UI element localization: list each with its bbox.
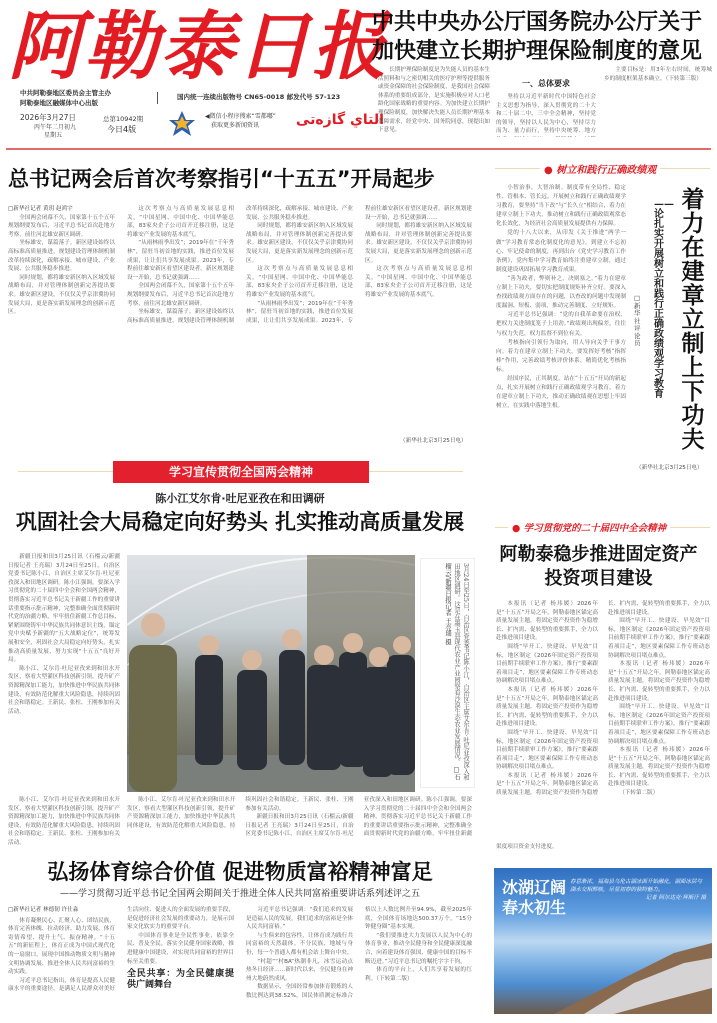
paragraph: 陈小江、艾尔肯·吐尼亚孜来到和田水开发区，察看大型灌区科技创新引领，提升矿产资源精深加工能力，加快推进中华民族共同体建设，有效防范化解重大风险隐患，持续巩固社会和谐稳定。王新民、张柱、王刚参加有关活动。: [127, 797, 354, 829]
paragraph: 同时规划，都将雄安新区纳入区域发展战略布局，并对管理体制创新完善提出要求。雄安新区建设，不仅仅关乎京津冀协同发展大局，更是落实新发展理念的创新示范区。: [246, 223, 353, 264]
paragraph: 新疆日报和田3月25日讯（石榴云/新疆日报记者 王亮瑞）3月24日至25日，自治区党委书记陈小江，自治区主席艾尔肯·吐尼亚孜深入和田地区调研。陈小江强调，要深入学习贯彻党的二十届四中全会和全国两会精神，贯彻落实习近平总书记关于新疆工作的重要讲话重要指示批示精神，完整准确全面贯彻新时代党的治疆方略，牢牢扭住新疆工作总目标，紧紧围绕铸牢中华民族共同体意识主线，锚定党中央赋予新疆的“五大战略定位”，统筹发展和安全，巩固社会大局稳定向好势头，扎实推动高质量发展，努力实现“十五五”良好开局。: [8, 554, 120, 664]
story3-headline[interactable]: [480, 543, 717, 591]
feature-title-line: 春水初生: [502, 898, 567, 917]
paragraph: 围绕“早开工、快建设、早见效”目标，地区制定《2026年固定资产投资项目前期手续联审工作方案》，推行“要素跟着项目走”，地区要素保障工作专班动态协调解决项目堵点难点。: [608, 618, 710, 659]
paragraph: 体育凝聚民心、汇聚人心、团结民族，体育完善体魄、拉动经济、助力发展，体育寄情希望、提升士气、振奋精神。“十五五”的新征程上，体育正成为中国式现代化的一扇窗口，展现中国推动物质文明与精神文明协调发展、推进全体人民共同富裕的生动实践。: [8, 917, 115, 976]
paragraph: 习近平总书记强调：“我们追求的发展是造福人民的发展，我们追求的富裕是全体人民共同富裕。”: [246, 907, 353, 931]
divider: [157, 92, 158, 104]
paragraph: 全国两会闭幕不久，国家第十五个五年规划纲要发布后，习近平总书记首次赴地方考察，前往河北雄安新区调研。: [127, 283, 234, 307]
paragraph: 坚持以习近平新时代中国特色社会主义思想为指导，深入贯彻党的二十大和二十届二中、三中全会精神，坚持党的领导，坚持以人民为中心，坚持尽力而为、量力而行，坚持中央统筹、地方: [496, 94, 596, 135]
caption-text: 3月24日至25日，自治区党委书记陈小江，自治区主席艾尔肯·吐尼亚孜深入和田地区调研。这是在墨玉县现代农业产业园察看沙漠生态农业发展情况。: [453, 563, 469, 781]
lead-headline-line: 加快建立长期护理保险制度的意见: [372, 38, 703, 64]
lunar-date: 丙午年二月初九: [34, 124, 77, 131]
paragraph: 陈小江、艾尔肯·吐尼亚孜来到和田水开发区，察看大型灌区科技创新引领，提升矿产资源精深加工能力，加快推进中华民族共同体建设，有效防范化解重大风险隐患，持续巩固社会和谐稳定。王新民、张柱、王刚参加有关活动。: [8, 797, 120, 846]
paragraph: 坐标雄安，谋篇落子。新区建设始终以高标准高质量推进，规划建设管理体制机制改革持续深化，疏解承接、城市建设、产业发展、公共服务稳步推进。: [127, 206, 353, 324]
bullet-icon: ●: [512, 523, 524, 534]
publisher-info: [20, 88, 111, 108]
paragraph: 同时规划，都将雄安新区纳入区域发展战略布局，并对管理体制创新完善提出要求。雄安新区建设，不仅仅关乎京津冀协同发展大局，更是落实新发展理念的创新示范区。: [8, 274, 115, 316]
paragraph: “从雨林雨季出发”；2019年在“千年秀林”，留驻当初首地的实践，推进首位发展成果，让让们共享发展成果。2023年，专程前往雄安新区看望区建设者。新区规划建设一开始，总书记就强调……: [246, 206, 472, 324]
photo-credit: 记者 阿尔达克·拜斯汗 摄: [645, 895, 706, 901]
paragraph: 陈小江、艾尔肯·吐尼亚孜来到和田水开发区，察看大型灌区科技创新引领，提升矿产资源精深加工能力，加快推进中华民族共同体建设，有效防范化解重大风险隐患，持续巩固社会和谐稳定。王新民、张柱、王刚参加有关活动。: [8, 665, 120, 715]
paragraph: 围绕“早开工、快建设、早见效”目标，地区制定《2026年固定资产投资项目前期手续联审工作方案》，推行“要素跟着项目走”，地区要素保障工作专班动态协调解决项目堵点难点。: [496, 643, 598, 685]
paragraph: 这次考察点与高质量发展息息相关，“中国星网、中国中化、中国华能总部，83家央企子公司首开迁移注册，这是将雄安产业发展的基本底气。: [127, 206, 234, 238]
paragraph: 同时规划，都将雄安新区纳入区域发展战略布局，并对管理体制创新完善提出要求。雄安新区建设，不仅仅关乎京津冀协同发展大局，更是落实新发展理念的创新示范区。: [365, 223, 472, 264]
lead-body-col3: [604, 66, 712, 138]
story3-section-label: ● 学习贯彻党的二十届四中全会精神: [508, 520, 670, 534]
paragraph: 这次考察点与高质量发展息息相关，“中国星网、中国中化、中国华能总部，83家央企子公司首开迁移注册，这是将雄安产业发展的基本底气。: [365, 266, 472, 298]
masthead-rule: [6, 148, 711, 150]
feature-title-line: 冰湖辽阔: [502, 878, 567, 897]
feature-photo[interactable]: [494, 868, 712, 1014]
story4-subhead: 全民共享：为全民健康提供广阔舞台: [127, 969, 234, 991]
story2-body-cont: [127, 796, 472, 846]
photo-credit: □石榴云/新疆日报记者 王亮瑞 摄: [444, 563, 460, 780]
paragraph: 中国体育事业是全民性事业，依靠全民、普及全民。落实全民健身国家战略，推进健康中国建设，对实现共同富裕的世界目标至关重要。: [127, 932, 234, 965]
commentary-body: [496, 184, 626, 459]
story4-subheadline: ——学习贯彻习近平总书记全国两会期间关于推进全体人民共同富裕重要讲话系列述评之五: [59, 889, 420, 899]
greenhouse-scene: [127, 555, 415, 792]
story1-body: [8, 205, 472, 431]
lead-body-col1: [378, 66, 490, 138]
paragraph: 本报讯（记者 杨玮媛）2026年是“十五五”开局之年，阿勒泰地区锚定高质量发展主题，将固定资产投资作为稳增长、扩内需、促转型的重要抓手，全力以赴推进项目建设。: [496, 601, 598, 642]
paragraph: 考核指向引领行为取向，用人导向关乎干事方向。着力在建章立制上下功夫，要发挥好考核“指挥棒”作用，完善政绩考核评价体系，精简优化考核指标。: [496, 339, 626, 373]
paragraph: 党的十八大以来，从印发《关于推进“两学一做”学习教育常态化制度化的意见》，到建立不忘初心、牢记使命的制度，再到出台《党史学习教育工作条例》，党内集中学习教育始终注重建章立制，通过制度建设巩固拓展学习教育成果。: [496, 230, 626, 273]
feature-photo-caption: [570, 878, 706, 902]
story2-body-col1b: [8, 796, 120, 846]
commentary-headline[interactable]: 着力在建章立制上下功夫: [681, 187, 705, 453]
publisher-line: 阿勒泰地区融媒体中心出版: [20, 99, 98, 107]
paragraph: 本报讯（记者 杨玮媛）2026年是“十五五”开局之年，阿勒泰地区锚定高质量发展主题，将固定资产投资作为稳增长、扩内需、促转型的重要抓手，全力以赴推进项目建设。: [608, 747, 710, 788]
paragraph: “村超”“村BA”热潮非凡，冰雪运动点热冬日经济……新时代以来，全民健身在神州大地蔚然成风。: [246, 958, 353, 982]
paragraph: “善为政者，弊则补之，决则塞之。”着力在建章立制上下功夫，要切实把制度规矩补齐立好。要深入查找政绩观方面存在的问题，以查改的问题中发现制度漏洞、短板、弱项，推动完善制度、立好规矩。: [496, 275, 626, 310]
caption-text: 春意渐浓，福海县乌伦古湖冰面开始融化，湖面冰层与湖水交相辉映，尽显初春的独特魅力。: [570, 879, 703, 893]
paragraph: “我们要推进大力发展以人民为中心的体育事业，推动全民健身和全民健康深度融合，向着建设体育强国、健康中国的目标不断迈进。”习近平总书记的嘱托字字千钧。: [365, 932, 472, 965]
paragraph: 这次考察点与高质量发展息息相关，“中国星网、中国中化、中国华能总部，83家央企子公司首开迁移注册，这是将雄安产业发展的基本底气。: [246, 266, 353, 298]
issue-date: 2026年3月27日: [20, 113, 76, 122]
wechat-promo-line: 获取更多新闻资讯: [211, 122, 260, 129]
kazakh-logo: التاي گازەتى: [296, 112, 384, 128]
paragraph: 本报讯（记者 杨玮媛）2026年是“十五五”开局之年，阿勒泰地区锚定高质量发展主题，将固定资产投资作为稳增长、扩内需、促转型的重要抓手，全力以赴推进项目建设。: [608, 661, 710, 702]
lead-headline[interactable]: [372, 8, 702, 66]
paragraph: “从雨林雨季出发”；2019年在“千年秀林”，留驻当初首地的实践，推进首位发展成果，让让们共享发展成果。2023年，专程前往雄安新区看望区建设者。新区规划建设一开始，总书记就强调……: [127, 240, 234, 281]
bullet-icon: ●: [544, 165, 557, 176]
story3-body: [496, 600, 710, 838]
story2-kicker: 陈小江艾尔肯·吐尼亚孜在和田调研: [155, 492, 325, 505]
byline: □新华社记者 黄玥 赵鸿宇: [8, 206, 73, 212]
issue-number: 总第10942期: [103, 115, 144, 123]
paragraph: 坐标雄安，谋篇落子。新区建设始终以高标准高质量推进，规划建设管理体制机制改革持续深化，疏解承接、城市建设、产业发展、公共服务稳步推进。: [8, 240, 115, 273]
paragraph: 新疆日报和田3月25日讯（石榴云/新疆日报记者 王亮瑞）3月24日至25日，自治区党委书记陈小江，自治区主席艾尔肯·吐尼亚孜深入和田地区调研。陈小江强调，要深入学习贯彻党的二十届四中全会和全国两会精神，贯彻落实习近平总书记关于新疆工作的重要讲话重要指示批示精神，完整准确全面贯彻新时代党的治疆方略，牢牢扭住新疆: [245, 797, 472, 838]
lead-body-col2: [496, 68, 596, 137]
story3-end-note: 渠度项目资金支付进度。: [496, 844, 558, 850]
lead-section-heading: 一、总体要求: [522, 79, 570, 88]
cn-number: 国内统一连续出版物号 CN65-0018 邮发代号 57-123: [177, 93, 341, 101]
paragraph: 习近平总书记强调：“党的自我革命要在治权、把权力关进制度笼子上用劲。”政绩观出现偏差，往往与权力失范，权力监督不到位有关。: [496, 312, 626, 337]
paragraph: 主要目标是：用3年左右时间，统筹城乡的制度框架基本确立。（下转第三版）: [604, 67, 712, 82]
commentary-byline-vertical: □新华社评论员: [634, 294, 641, 347]
commentary-dateline: （新华社北京3月25日电）: [636, 465, 703, 471]
paragraph: （下转第二版）: [619, 790, 659, 797]
weekday: 星期五: [44, 132, 63, 139]
story2-banner: 学习宣传贯彻全国两会精神: [113, 461, 369, 483]
story2-photo[interactable]: [127, 555, 415, 792]
page-count: 今日4版: [107, 125, 137, 134]
paragraph: 小智治事，大智治制。制度带有全局性、稳定性、管根本、管长远。开展树立和践行正确政绩观学习教育，要坚持“当下改”与“长久立”相结合，着力在建章立制上下功夫，推动树立和践行正确政绩观常态化长效化，为经济社会高质量发展提供有力保障。: [496, 185, 626, 228]
story1-dateline: （新华社北京3月25日电）: [400, 438, 467, 444]
publisher-line: 中共阿勒泰地区委员会主管主办: [20, 89, 111, 97]
wechat-promo[interactable]: [205, 112, 276, 130]
paragraph: 习近平总书记指出，体育是提高人民健康水平的重要途径，是满足人民群众对美好生活向往、促进人的全面发展的重要手段，是促进经济社会发展的重要动力，是展示国家文化软实力的重要平台。: [8, 907, 234, 993]
paragraph: 与生俱来的包容性，让体育成为践行共同富裕的天然载体。不分民族、地域与身份，每一个普通人都有机会站上舞台中央。: [246, 932, 353, 956]
byline: □新华社记者 林德韧 许仕淼: [8, 907, 79, 913]
media-center-logo-icon: [168, 110, 196, 138]
paragraph: 数据显示，全国经常参加体育锻炼的人数比例达到38.52%，国民体质测定标准合格以上人数比例升至94.9%，截至2025年底，全国体育场地达500.37万个，“15分钟健身圈”基本实现。: [246, 907, 472, 999]
paragraph: 经国序民，正其制度。站在“十五五”开局的新起点，扎实开展树立和践行正确政绩观学习教育，着力在建章立制上下功夫，推动正确政绩观在思想上牢固树立，在实践中落地生根。: [496, 375, 626, 410]
story3-headline-line: 阿勒泰稳步推进固定资产: [499, 544, 698, 565]
paragraph: 本报讯（记者 杨玮媛）2026年是“十五五”开局之年，阿勒泰地区锚定高质量发展主题，将固定资产投资作为稳增长、扩内需、促转型的重要抓手，全力以赴推进项目建设。: [496, 601, 710, 797]
story4-body: [8, 906, 472, 1022]
commentary-subheadline: ——论扎实开展树立和践行正确政绩观学习教育: [654, 199, 674, 400]
paragraph: 体育的平台上，人们共享着发展的红利。（下转第二版）: [365, 967, 472, 982]
newspaper-logo: 阿勒泰日报: [8, 4, 388, 90]
wechat-promo-line: ◀微信小程序搜索“雪都嘟”: [205, 113, 276, 120]
feature-photo-title: [502, 878, 566, 918]
paragraph: 围绕“早开工、快建设、早见效”目标，地区制定《2026年固定资产投资项目前期手续联审工作方案》，推行“要素跟着项目走”，地区要素保障工作专班动态协调解决项目堵点难点。: [608, 704, 710, 745]
lead-headline-line: 中共中央办公厅国务院办公厅关于: [372, 9, 703, 35]
story2-photo-caption: [420, 558, 475, 788]
story1-headline[interactable]: 总书记两会后首次考察指引“十五五”开局起步: [8, 167, 435, 191]
paragraph: 本报讯（记者 杨玮媛）2026年是“十五五”开局之年，阿勒泰地区锚定高质量发展主题，将固定资产投资作为稳增长、扩内需、促转型的重要抓手，全力以赴推进项目建设。: [496, 686, 598, 728]
story2-body-col1: [8, 553, 120, 793]
story4-headline[interactable]: 弘扬体育综合价值 促进物质富裕精神富足: [47, 860, 433, 884]
story2-headline[interactable]: 巩固社会大局稳定向好势头 扎实推动高质量发展: [15, 509, 465, 534]
paragraph: 长期护理保险制度是为失能人员的基本生活照料和与之密切相关的医疗护理等提供服务或资金保障的社会保险制度，是我国社会保障体系的重要组成部分，是实施积极应对人口老龄化国家战略的重要内容。为加快建立长期护理保险制度，加快解决失能人员长期护理基本保障需求，经党中央、国务院同意，现提出如下意见。: [378, 67, 490, 134]
paragraph: 围绕“早开工、快建设、早见效”目标，地区制定《2026年固定资产投资项目前期手续联审工作方案》，推行“要素跟着项目走”，地区要素保障工作专班动态协调解决项目堵点难点。: [496, 729, 598, 771]
story3-headline-line: 投资项目建设: [544, 568, 653, 589]
paragraph: 全国两会闭幕不久，国家第十五个五年规划纲要发布后，习近平总书记首次赴地方考察，前往河北雄安新区调研。: [8, 214, 115, 238]
commentary-section-label: ● 树立和践行正确政绩观: [540, 161, 660, 176]
